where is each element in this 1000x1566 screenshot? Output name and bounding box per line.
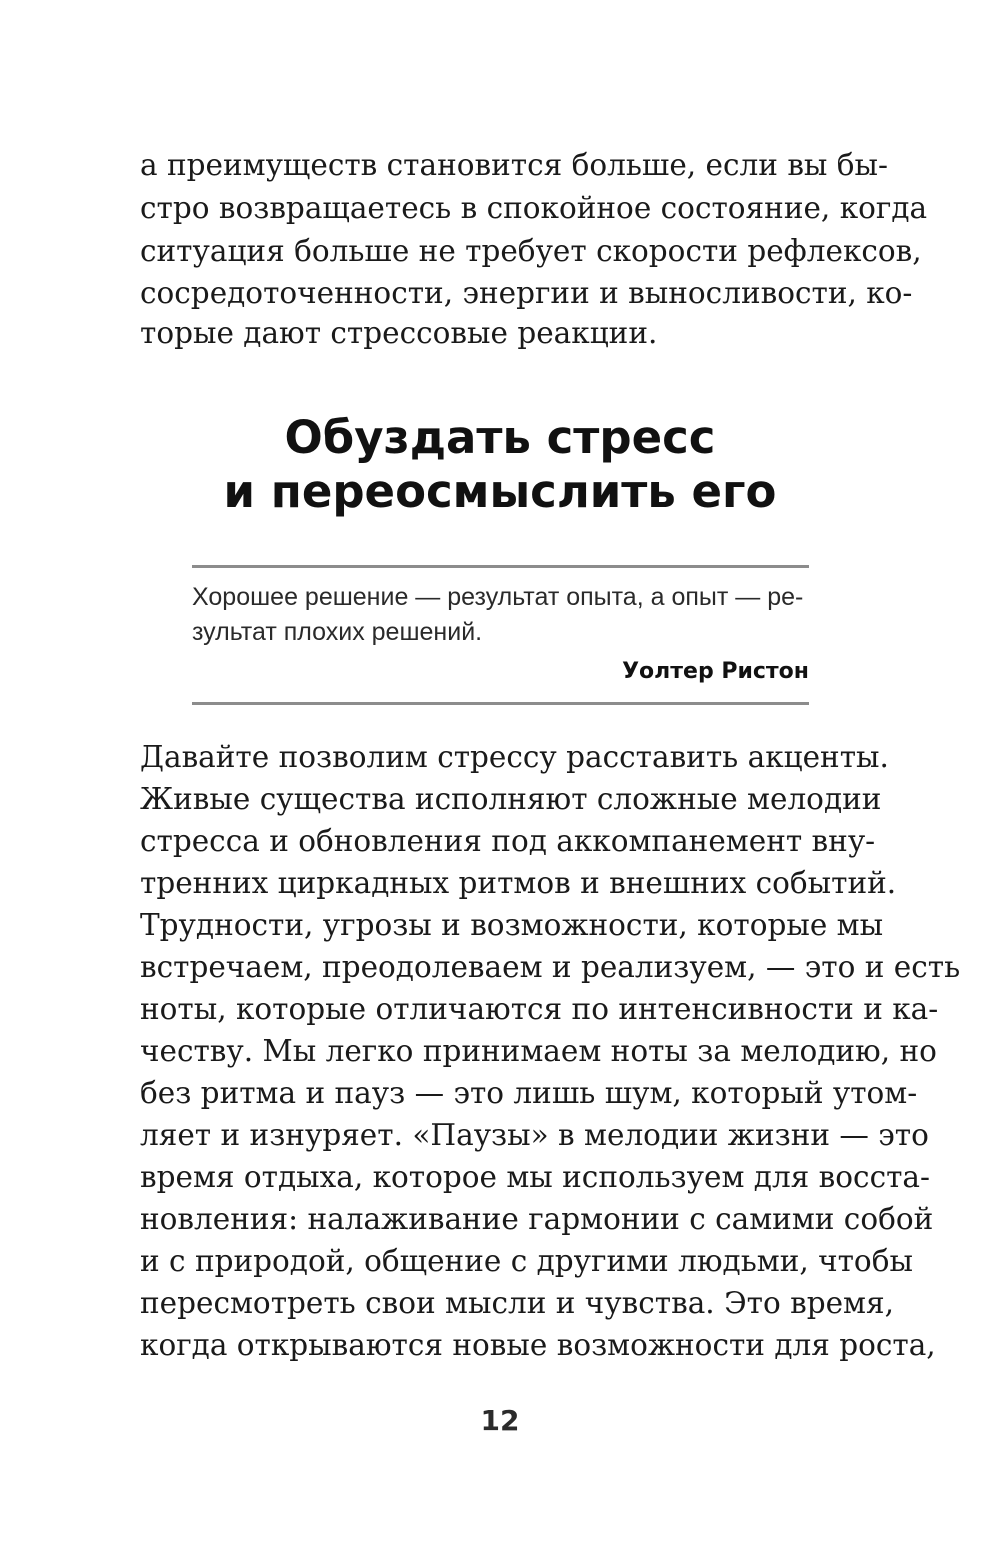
main-line: ляет и изнуряет. «Паузы» в мелодии жизни — это: [140, 1118, 929, 1152]
epigraph-author: Уолтер Ристон: [622, 659, 809, 684]
main-line: время отдыха, которое мы используем для восста-: [140, 1160, 930, 1194]
epigraph-quote-line: Хорошее решение — результат опыта, а опыт — ре-: [192, 583, 804, 611]
main-line: тренних циркадных ритмов и внешних событий.: [140, 866, 897, 900]
main-line: Живые существа исполняют сложные мелодии: [140, 782, 882, 816]
intro-line: торые дают стрессовые реакции.: [140, 316, 658, 350]
main-line: честву. Мы легко принимаем ноты за мелодию, но: [140, 1034, 937, 1068]
intro-line: сосредоточенности, энергии и выносливости, ко-: [140, 276, 913, 310]
main-line: ноты, которые отличаются по интенсивности и ка-: [140, 992, 939, 1026]
intro-line: стро возвращаетесь в спокойное состояние, когда: [140, 191, 928, 225]
epigraph-quote-line: зультат плохих решений.: [192, 618, 483, 646]
main-line: когда открываются новые возможности для роста,: [140, 1328, 936, 1362]
main-line: новления: налаживание гармонии с самими собой: [140, 1202, 934, 1236]
main-line: и с природой, общение с другими людьми, чтобы: [140, 1244, 913, 1278]
intro-line: ситуация больше не требует скорости рефлексов,: [140, 234, 922, 268]
main-line: встречаем, преодолеваем и реализуем, — это и есть: [140, 950, 961, 984]
main-line: пересмотреть свои мысли и чувства. Это время,: [140, 1286, 894, 1320]
main-line: Трудности, угрозы и возможности, которые мы: [140, 908, 884, 942]
section-heading-line-1: Обуздать стресс: [284, 411, 716, 464]
epigraph-top-rule: [192, 565, 809, 568]
epigraph-bottom-rule: [192, 702, 809, 705]
main-line: Давайте позволим стрессу расставить акценты.: [140, 740, 889, 774]
section-heading-line-2: и переосмыслить его: [223, 465, 777, 518]
main-line: без ритма и пауз — это лишь шум, который утом-: [140, 1076, 918, 1110]
page-number: 12: [480, 1404, 520, 1437]
main-line: стресса и обновления под аккомпанемент вну-: [140, 824, 876, 858]
intro-line: а преимуществ становится больше, если вы бы-: [140, 148, 888, 182]
